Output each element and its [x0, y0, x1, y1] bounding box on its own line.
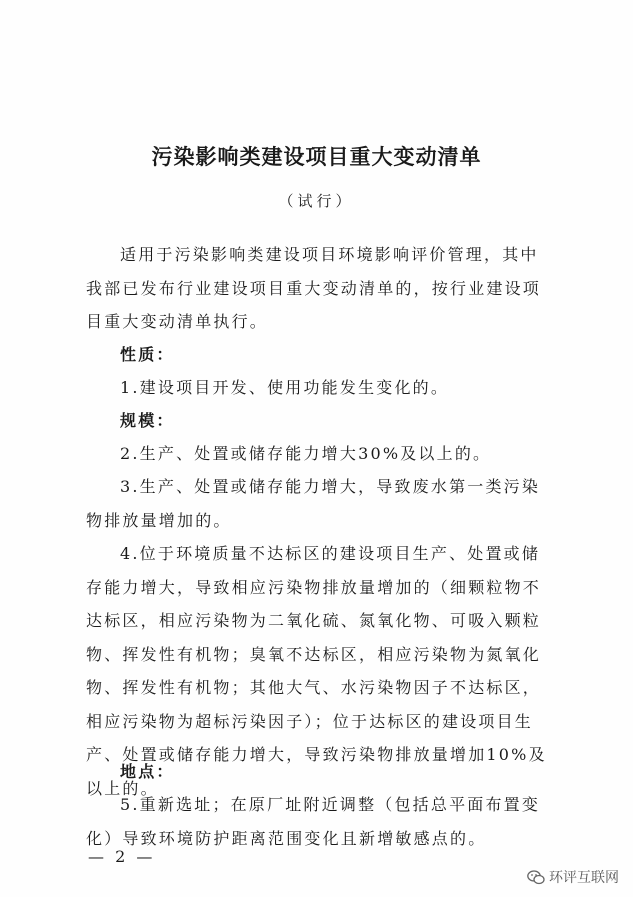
watermark [527, 867, 619, 887]
page-number: — 2 — [88, 847, 156, 866]
wechat-icon [527, 870, 545, 885]
item-5: 5.重新选址；在原厂址附近调整（包括总平面布置变化）导致环境防护距离范围变化且新增敏感点的。 [86, 795, 541, 848]
heading-nature: 性质： [120, 345, 175, 364]
heading-scale: 规模： [120, 411, 175, 430]
item-2: 2.生产、处置或储存能力增大30%及以上的。 [120, 444, 492, 463]
item-1: 1.建设项目开发、使用功能发生变化的。 [120, 378, 450, 397]
paragraph-scope: 适用于污染影响类建设项目环境影响评价管理，其中我部已发布行业建设项目重大变动清单的，按行业建设项目重大变动清单执行。 [86, 245, 542, 331]
watermark-text: 环评互联网 [549, 870, 619, 886]
item-4: 4.位于环境质量不达标区的建设项目生产、处置或储存能力增大，导致相应污染物排放量增加的（细颗粒物不达标区，相应污染物为二氧化硫、氮氧化物、可吸入颗粒物、挥发性有机物；臭氧不达标区，相应污染物为氮氧化物、挥发性有机物；其他大气、水污染物因子不达标区，相应污染物为超标污染因子）；位于达标区的建设项目生产、处置或储存能力增大，导致污染物排放量增加10%及以上的。 [86, 544, 547, 798]
document-title: 污染影响类建设项目重大变动清单 [151, 144, 482, 169]
heading-location: 地点： [120, 762, 175, 781]
document-subtitle: （试行） [278, 192, 355, 210]
item-3: 3.生产、处置或储存能力增大，导致废水第一类污染物排放量增加的。 [86, 477, 541, 530]
